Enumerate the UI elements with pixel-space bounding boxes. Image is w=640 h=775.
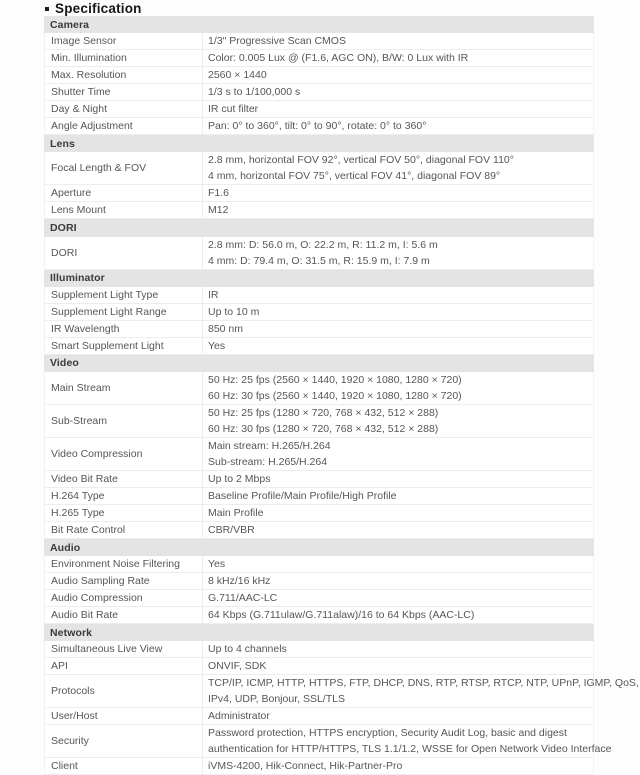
- spec-label: Audio Bit Rate: [45, 607, 203, 623]
- spec-row-video-bit-rate: [44, 471, 594, 488]
- spec-value: [203, 505, 593, 521]
- spec-value-line: 2560 × 1440: [208, 69, 267, 82]
- spec-row-ir-wavelength: [44, 321, 594, 338]
- spec-value: [203, 641, 593, 657]
- spec-value-line: IR: [208, 288, 219, 301]
- spec-value: [203, 708, 593, 724]
- spec-row-video-compression: [44, 438, 594, 471]
- spec-value: [203, 237, 593, 269]
- spec-row-shutter-time: [44, 84, 594, 101]
- page-title-row: [0, 0, 640, 16]
- spec-value-line: 1/3" Progressive Scan CMOS: [208, 35, 346, 48]
- spec-value: [203, 488, 593, 504]
- spec-value: [203, 405, 593, 437]
- spec-value-line: TCP/IP, ICMP, HTTP, HTTPS, FTP, DHCP, DNS, RTP, RTSP, RTCP, NTP, UPnP, IGMP, QoS,: [208, 677, 639, 690]
- spec-value: [203, 522, 593, 538]
- spec-value-line: 60 Hz: 30 fps (2560 × 1440, 1920 × 1080, 1280 × 720): [208, 389, 462, 402]
- spec-row-image-sensor: [44, 33, 594, 50]
- spec-row-supplement-light-range: [44, 304, 594, 321]
- spec-value-line: 850 nm: [208, 322, 244, 335]
- spec-value-line: 2.8 mm: D: 56.0 m, O: 22.2 m, R: 11.2 m, I: 5.6 m: [208, 238, 438, 251]
- spec-label: Simultaneous Live View: [45, 641, 203, 657]
- spec-label: Protocols: [45, 675, 203, 707]
- spec-value: [203, 321, 593, 337]
- spec-label: Audio Compression: [45, 590, 203, 606]
- spec-value: [203, 607, 593, 623]
- spec-label: IR Wavelength: [45, 321, 203, 337]
- spec-value-line: 4 mm, horizontal FOV 75°, vertical FOV 41°, diagonal FOV 89°: [208, 170, 501, 183]
- spec-label: Max. Resolution: [45, 67, 203, 83]
- section-header-illuminator: Illuminator: [44, 270, 594, 287]
- spec-value-line: 64 Kbps (G.711ulaw/G.711alaw)/16 to 64 Kbps (AAC-LC): [208, 609, 475, 622]
- spec-value-line: Password protection, HTTPS encryption, Security Audit Log, basic and digest: [208, 727, 567, 740]
- spec-row-angle-adjustment: [44, 118, 594, 135]
- spec-value-line: ONVIF, SDK: [208, 660, 267, 673]
- spec-value-line: M12: [208, 204, 229, 217]
- spec-label: Client: [45, 758, 203, 774]
- spec-label: Main Stream: [45, 372, 203, 404]
- spec-value: [203, 590, 593, 606]
- spec-label: Video Bit Rate: [45, 471, 203, 487]
- section-header-network: Network: [44, 624, 594, 641]
- spec-value-line: 50 Hz: 25 fps (2560 × 1440, 1920 × 1080, 1280 × 720): [208, 373, 462, 386]
- spec-value: [203, 287, 593, 303]
- spec-label: H.265 Type: [45, 505, 203, 521]
- bullet-icon: [45, 7, 49, 11]
- spec-value-line: G.711/AAC-LC: [208, 592, 278, 605]
- spec-value-line: IR cut filter: [208, 103, 259, 116]
- spec-value-line: IPv4, UDP, Bonjour, SSL/TLS: [208, 693, 345, 706]
- spec-row-client: [44, 758, 594, 775]
- spec-label: Video Compression: [45, 438, 203, 470]
- spec-row-main-stream: [44, 372, 594, 405]
- spec-value: [203, 50, 593, 66]
- spec-label: Lens Mount: [45, 202, 203, 218]
- spec-value-line: Administrator: [208, 710, 270, 723]
- spec-value-line: Color: 0.005 Lux @ (F1.6, AGC ON), B/W: 0 Lux with IR: [208, 52, 469, 65]
- spec-label: Day & Night: [45, 101, 203, 117]
- section-header-camera: Camera: [44, 16, 594, 33]
- spec-value: [203, 725, 611, 757]
- spec-value-line: Main Profile: [208, 506, 264, 519]
- spec-value-line: Sub-stream: H.265/H.264: [208, 455, 328, 468]
- spec-value: [203, 152, 593, 184]
- spec-label: DORI: [45, 237, 203, 269]
- spec-value: [203, 67, 593, 83]
- page-title: Specification: [55, 0, 142, 16]
- spec-row-supplement-light-type: [44, 287, 594, 304]
- spec-value-line: Up to 4 channels: [208, 643, 287, 656]
- spec-label: Supplement Light Type: [45, 287, 203, 303]
- spec-row-bit-rate-control: [44, 522, 594, 539]
- spec-label: Environment Noise Filtering: [45, 556, 203, 572]
- spec-value-line: Pan: 0° to 360°, tilt: 0° to 90°, rotate: 0° to 360°: [208, 120, 427, 133]
- spec-value: [203, 675, 639, 707]
- spec-row-sub-stream: [44, 405, 594, 438]
- spec-row-environment-noise-filtering: [44, 556, 594, 573]
- spec-label: Audio Sampling Rate: [45, 573, 203, 589]
- spec-value: [203, 202, 593, 218]
- spec-label: Min. Illumination: [45, 50, 203, 66]
- spec-row-h-265-type: [44, 505, 594, 522]
- section-header-dori: DORI: [44, 219, 594, 236]
- spec-row-user-host: [44, 708, 594, 725]
- section-header-lens: Lens: [44, 135, 594, 152]
- spec-value: [203, 101, 593, 117]
- spec-value: [203, 338, 593, 354]
- spec-row-lens-mount: [44, 202, 594, 219]
- spec-row-day-night: [44, 101, 594, 118]
- spec-value: [203, 372, 593, 404]
- spec-value-line: authentication for HTTP/HTTPS, TLS 1.1/1.2, WSSE for Open Network Video Interface: [208, 743, 612, 756]
- spec-value-line: F1.6: [208, 187, 230, 200]
- spec-label: Smart Supplement Light: [45, 338, 203, 354]
- spec-label: Aperture: [45, 185, 203, 201]
- spec-row-h-264-type: [44, 488, 594, 505]
- spec-value-line: Baseline Profile/Main Profile/High Profile: [208, 489, 397, 502]
- section-header-video: Video: [44, 355, 594, 372]
- spec-label: Focal Length & FOV: [45, 152, 203, 184]
- spec-row-audio-sampling-rate: [44, 573, 594, 590]
- spec-row-focal-length-fov: [44, 152, 594, 185]
- spec-row-aperture: [44, 185, 594, 202]
- spec-row-audio-bit-rate: [44, 607, 594, 624]
- spec-row-api: [44, 658, 594, 675]
- spec-value-line: 4 mm: D: 79.4 m, O: 31.5 m, R: 15.9 m, I: 7.9 m: [208, 254, 430, 267]
- spec-label: Security: [45, 725, 203, 757]
- spec-value: [203, 556, 593, 572]
- spec-row-dori: [44, 237, 594, 270]
- spec-value: [203, 304, 593, 320]
- spec-value: [203, 471, 593, 487]
- spec-row-audio-compression: [44, 590, 594, 607]
- spec-value-line: CBR/VBR: [208, 523, 255, 536]
- spec-value-line: 60 Hz: 30 fps (1280 × 720, 768 × 432, 512 × 288): [208, 422, 439, 435]
- spec-value-line: Main stream: H.265/H.264: [208, 439, 331, 452]
- spec-label: User/Host: [45, 708, 203, 724]
- section-header-audio: Audio: [44, 539, 594, 556]
- spec-value: [203, 758, 593, 774]
- spec-row-smart-supplement-light: [44, 338, 594, 355]
- spec-label: H.264 Type: [45, 488, 203, 504]
- spec-value-line: 1/3 s to 1/100,000 s: [208, 86, 301, 99]
- spec-label: Supplement Light Range: [45, 304, 203, 320]
- spec-value-line: Up to 10 m: [208, 305, 260, 318]
- spec-value-line: Yes: [208, 339, 226, 352]
- spec-label: Shutter Time: [45, 84, 203, 100]
- spec-value-line: 2.8 mm, horizontal FOV 92°, vertical FOV 50°, diagonal FOV 110°: [208, 154, 514, 167]
- spec-value: [203, 438, 593, 470]
- spec-row-min-illumination: [44, 50, 594, 67]
- spec-value: [203, 573, 593, 589]
- spec-value-line: iVMS-4200, Hik-Connect, Hik-Partner-Pro: [208, 760, 403, 773]
- spec-row-protocols: [44, 675, 639, 708]
- spec-value: [203, 185, 593, 201]
- spec-label: Bit Rate Control: [45, 522, 203, 538]
- spec-value-line: Up to 2 Mbps: [208, 472, 271, 485]
- specification-table: [44, 16, 639, 775]
- spec-label: API: [45, 658, 203, 674]
- spec-label: Sub-Stream: [45, 405, 203, 437]
- spec-value-line: Yes: [208, 558, 226, 571]
- spec-row-simultaneous-live-view: [44, 641, 594, 658]
- spec-value: [203, 84, 593, 100]
- spec-value-line: 8 kHz/16 kHz: [208, 575, 271, 588]
- spec-value: [203, 658, 593, 674]
- spec-label: Angle Adjustment: [45, 118, 203, 134]
- spec-value-line: 50 Hz: 25 fps (1280 × 720, 768 × 432, 512 × 288): [208, 406, 439, 419]
- spec-value: [203, 33, 593, 49]
- spec-label: Image Sensor: [45, 33, 203, 49]
- spec-row-security: [44, 725, 612, 758]
- spec-value: [203, 118, 593, 134]
- spec-row-max-resolution: [44, 67, 594, 84]
